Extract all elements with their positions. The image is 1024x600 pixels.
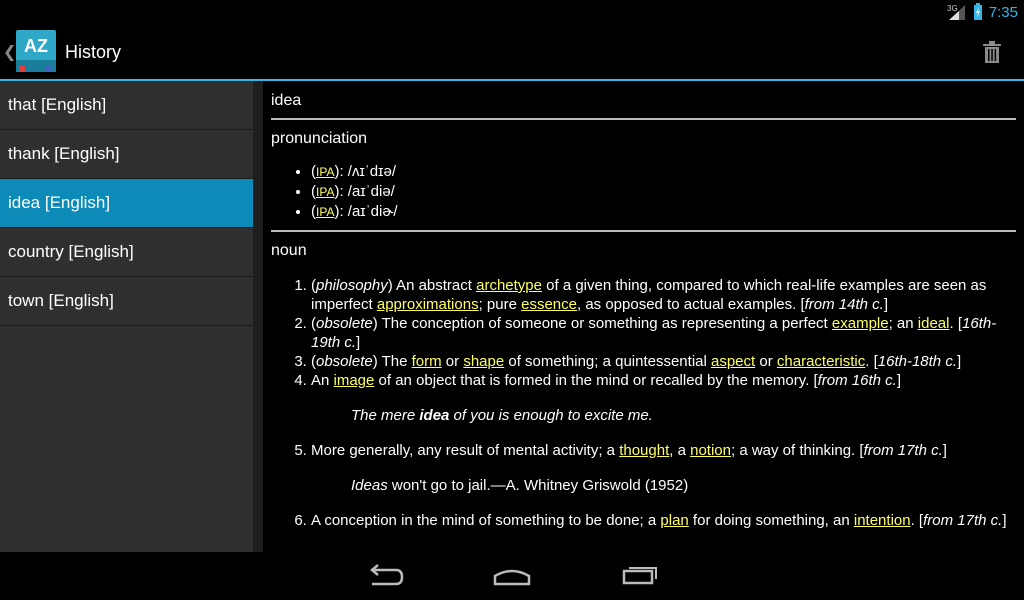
- trash-icon[interactable]: [978, 41, 1006, 65]
- pane-divider: [253, 81, 263, 552]
- definition-item: 3. (obsolete) The form or shape of something; a quintessential aspect or characteristic. [16th-18th c.]: [311, 352, 1016, 371]
- definition-item: 2. (obsolete) The conception of someone or something as representing a perfect example; an ideal. [16th-19th c.]: [311, 314, 1016, 352]
- pronunciation-list: [271, 162, 1016, 222]
- link-characteristic[interactable]: characteristic: [776, 353, 866, 370]
- definition-list: [271, 276, 1016, 530]
- history-item-idea[interactable]: idea [English]: [0, 179, 253, 228]
- link-shape[interactable]: shape: [463, 353, 505, 370]
- pronunciation-item: • (IPA): /aɪˈdiə/: [311, 182, 1016, 202]
- back-caret-icon[interactable]: ❮: [3, 44, 17, 61]
- pronunciation-item: • (IPA): /ʌɪˈdɪə/: [311, 162, 1016, 182]
- status-time: 7:35: [988, 3, 1018, 21]
- link-thought[interactable]: thought: [619, 442, 670, 459]
- app-az-icon[interactable]: [16, 30, 56, 74]
- definition-item: 5. More generally, any result of mental activity; a thought, a notion; a way of thinking. [from 17th c.] Ideas won't go to jail.—A. Whitney Griswold (1952): [311, 441, 1016, 495]
- navigation-bar: [0, 552, 1024, 600]
- link-example[interactable]: example: [831, 315, 889, 332]
- link-image[interactable]: image: [333, 372, 375, 389]
- link-archetype[interactable]: archetype: [476, 277, 542, 294]
- history-item-town[interactable]: town [English]: [0, 277, 253, 326]
- entry-word: idea: [271, 92, 302, 109]
- pronunciation-heading: pronunciation: [271, 130, 368, 147]
- page-title: History: [65, 42, 122, 62]
- link-aspect[interactable]: aspect: [711, 353, 756, 370]
- history-item-country[interactable]: country [English]: [0, 228, 253, 277]
- definition-item: 1. (philosophy) An abstract archetype of a given thing, compared to which real-life examples are seen as imperfect approximations; pure essence, as opposed to actual examples. [from 14th c.]: [311, 276, 1016, 314]
- status-bar: [0, 0, 1024, 25]
- definition-pane[interactable]: [263, 81, 1024, 552]
- link-essence[interactable]: essence: [521, 296, 577, 313]
- definition-item: 4. An image of an object that is formed in the mind or recalled by the memory. [from 16th c.] The mere idea of you is enough to excite me.: [311, 371, 1016, 425]
- usage-quote: Ideas won't go to jail.—A. Whitney Griswold (1952): [351, 477, 689, 494]
- link-form[interactable]: form: [411, 353, 442, 370]
- ipa-link[interactable]: IPA: [316, 165, 335, 179]
- link-plan[interactable]: plan: [660, 512, 689, 529]
- definition-item: 6. A conception in the mind of something to be done; a plan for doing something, an intention. [from 17th c.]: [311, 511, 1016, 530]
- action-bar: [0, 25, 1024, 79]
- svg-text:3G: 3G: [946, 4, 958, 13]
- svg-text:AZ: AZ: [24, 36, 48, 56]
- pronunciation-item: • (IPA): /aɪˈdiɚ/: [311, 202, 1016, 222]
- divider: [271, 230, 1016, 232]
- divider: [271, 118, 1016, 120]
- history-sidebar: [0, 81, 253, 552]
- status-right: [947, 3, 1018, 21]
- home-icon[interactable]: [492, 562, 532, 590]
- back-icon[interactable]: [364, 562, 404, 590]
- link-approximations[interactable]: approximations: [376, 296, 479, 313]
- pos-heading: noun: [271, 242, 307, 259]
- link-intention[interactable]: intention: [853, 512, 911, 529]
- ipa-link[interactable]: IPA: [316, 185, 335, 199]
- history-item-thank[interactable]: thank [English]: [0, 130, 253, 179]
- ipa-link[interactable]: IPA: [316, 205, 335, 219]
- battery-icon: [973, 3, 983, 21]
- link-ideal[interactable]: ideal: [917, 315, 950, 332]
- recents-icon[interactable]: [620, 562, 660, 590]
- signal-icon: [947, 3, 967, 21]
- link-notion[interactable]: notion: [690, 442, 731, 459]
- history-item-that[interactable]: that [English]: [0, 81, 253, 130]
- usage-quote: The mere idea of you is enough to excite me.: [351, 407, 653, 424]
